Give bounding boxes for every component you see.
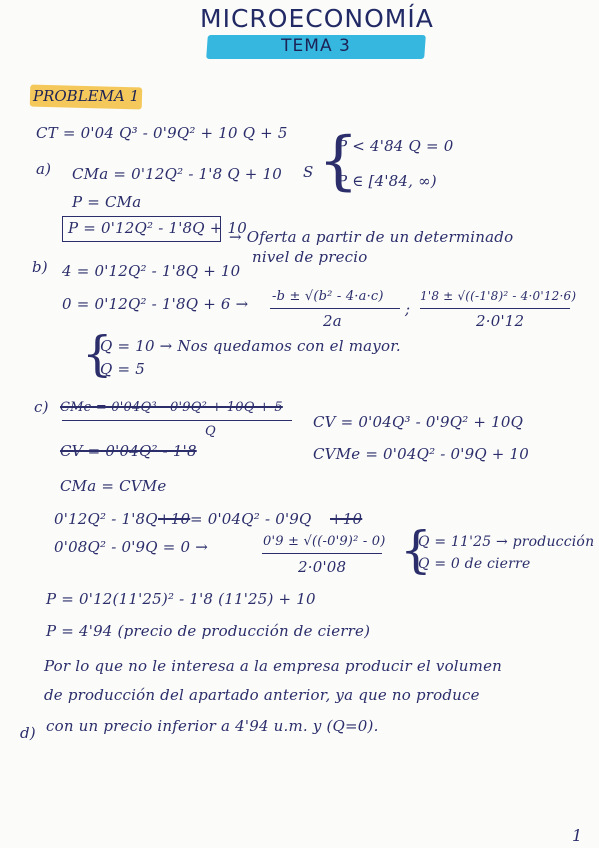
marginal-cost: CMa = 0'12Q² - 1'8 Q + 10 — [72, 165, 283, 183]
supply-label: S — [303, 163, 314, 181]
struck-variable-cost: CV = 0'04Q² - 1'8 — [60, 442, 197, 460]
substituted-formula-denominator: 2·0'12 — [476, 312, 525, 330]
part-b-label: b) — [32, 258, 48, 276]
quadratic-formula-denominator: 2a — [323, 312, 342, 330]
equation-lhs: 0'12Q² - 1'8Q — [54, 510, 158, 528]
average-variable-cost: CVMe = 0'04Q² - 0'9Q + 10 — [313, 445, 530, 463]
separator: ; — [405, 300, 411, 318]
part-d-label: d) — [20, 724, 36, 742]
quadratic-formula-numerator: -b ± √(b² - 4·a·c) — [272, 289, 384, 304]
conclusion-line-2: de producción del apartado anterior, ya que no produce — [44, 686, 480, 704]
supply-note-2: nivel de precio — [252, 248, 368, 266]
part-a-label: a) — [36, 160, 52, 178]
substituted-formula-numerator: 1'8 ± √((-1'8)² - 4·0'12·6) — [420, 289, 577, 303]
page-title: MICROECONOMÍA — [200, 4, 434, 33]
quadratic-formula-bar — [270, 308, 400, 309]
price-equals-cma: P = CMa — [72, 193, 142, 211]
problem-heading: PROBLEMA 1 — [33, 87, 140, 105]
cancelled-term-2: +10 — [330, 510, 363, 528]
reduced-equation: 0'08Q² - 0'9Q = 0 → — [54, 538, 208, 556]
page-subtitle: TEMA 3 — [281, 36, 351, 56]
cancelled-term-1: +10 — [158, 510, 191, 528]
struck-average-cost: CMe = 0'04Q³ - 0'9Q² + 10Q + 5 — [60, 400, 283, 415]
shutdown-condition: CMa = CVMe — [60, 477, 167, 495]
price-calculation: P = 0'12(11'25)² - 1'8 (11'25) + 10 — [46, 590, 316, 608]
solutions-brace: { — [400, 521, 432, 579]
struck-average-cost-bar — [62, 420, 292, 421]
supply-case-2: P ∈ [4'84, ∞) — [337, 172, 437, 190]
solution-formula-numerator: 0'9 ± √((-0'9)² - 0) — [263, 534, 386, 549]
supply-function: P = 0'12Q² - 1'8Q + 10 — [68, 219, 247, 237]
page-number: 1 — [572, 826, 583, 845]
roots-brace: { — [82, 326, 113, 382]
supply-case-1: P < 4'84 Q = 0 — [337, 137, 454, 155]
solution-2: Q = 0 de cierre — [418, 556, 531, 572]
root-2: Q = 5 — [100, 360, 145, 378]
part-b-equation-2: 0 = 0'12Q² - 1'8Q + 6 → — [62, 295, 249, 313]
struck-average-cost-denominator: Q — [205, 424, 216, 439]
conclusion-line-1: Por lo que no le interesa a la empresa producir el volumen — [44, 657, 503, 675]
equation-rhs: = 0'04Q² - 0'9Q — [190, 510, 312, 528]
supply-note-1: → Oferta a partir de un determinado — [229, 228, 514, 246]
supply-brace: { — [318, 124, 359, 198]
part-c-label: c) — [34, 398, 49, 416]
solution-1: Q = 11'25 → producción — [418, 534, 595, 550]
shutdown-price: P = 4'94 (precio de producción de cierre) — [46, 622, 371, 640]
cost-function: CT = 0'04 Q³ - 0'9Q² + 10 Q + 5 — [36, 124, 288, 142]
solution-formula-denominator: 2·0'08 — [298, 558, 347, 576]
substituted-formula-bar — [420, 308, 570, 309]
solution-formula-bar — [262, 553, 382, 554]
variable-cost: CV = 0'04Q³ - 0'9Q² + 10Q — [313, 413, 524, 431]
root-1: Q = 10 → Nos quedamos con el mayor. — [100, 337, 401, 355]
part-b-equation-1: 4 = 0'12Q² - 1'8Q + 10 — [62, 262, 241, 280]
conclusion-line-3: con un precio inferior a 4'94 u.m. y (Q=0). — [46, 717, 379, 735]
